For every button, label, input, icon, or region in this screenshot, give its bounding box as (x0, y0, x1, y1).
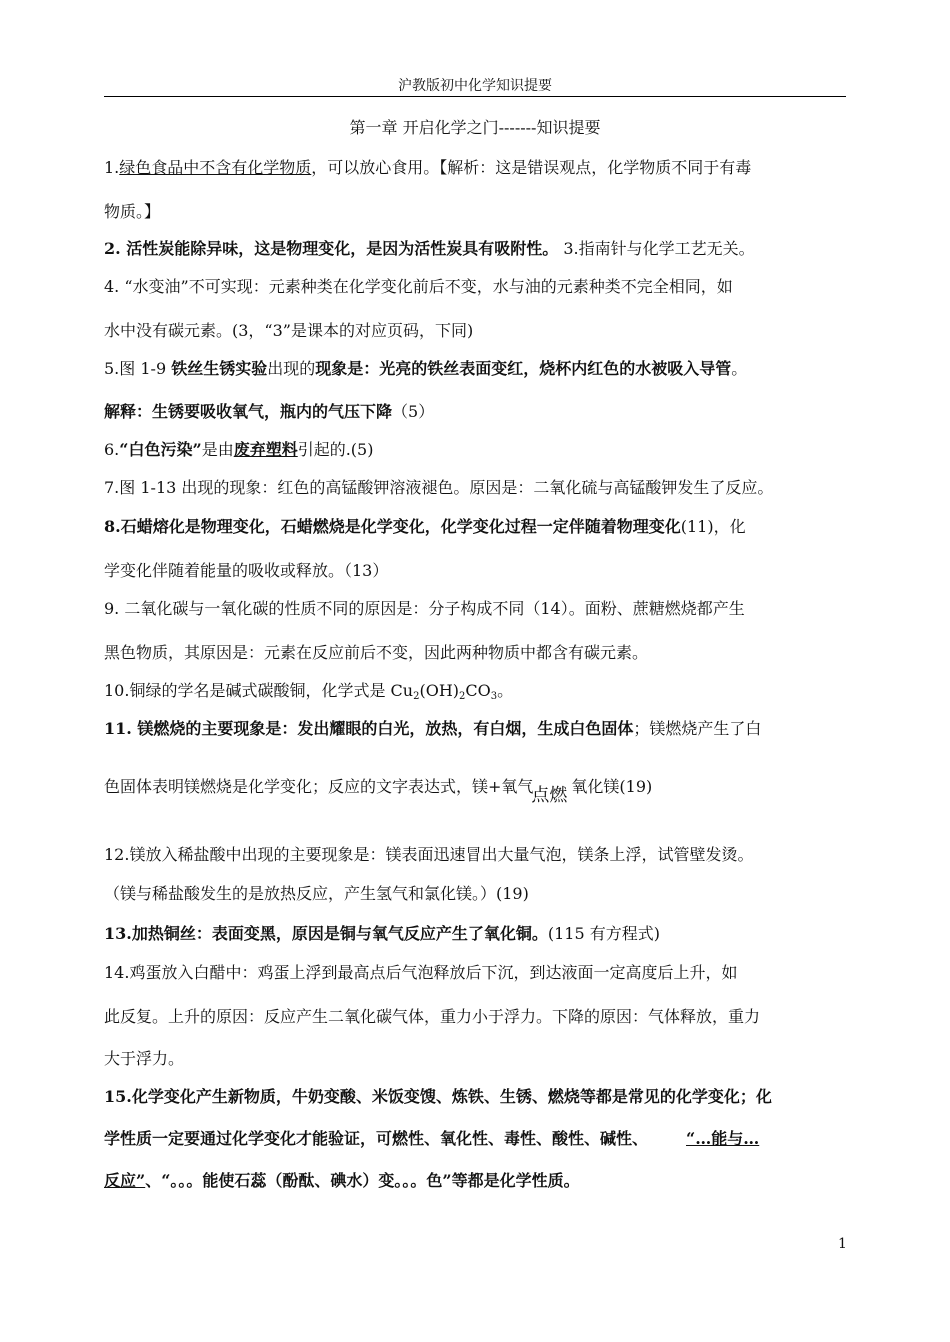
reaction-condition: 点燃 (531, 785, 568, 806)
item-12-line-2: （镁与稀盐酸发生的是放热反应，产生氢气和氯化镁。）(19) (104, 884, 529, 903)
item-4-line-1: 4. “水变油”不可实现：元素种类在化学变化前后不变，水与油的元素种类不完全相同，如 (104, 277, 733, 296)
item-9-line-2: 黑色物质，其原因是：元素在反应前后不变，因此两种物质中都含有碳元素。 (104, 643, 649, 662)
item-10-line-1: 10.铜绿的学名是碱式碳酸铜，化学式是 $Cu_2(OH)_2CO_3$。 (104, 681, 514, 702)
item-15-line-2: 学性质一定要通过化学变化才能验证，可燃性、氧化性、毒性、酸性、碱性、 “…能与… (104, 1129, 760, 1148)
item-1-line-1: 1.绿色食品中不含有化学物质，可以放心食用。【解析：这是错误观点，化学物质不同于有毒 (104, 158, 752, 177)
item-11-line-2: 色固体表明镁燃烧是化学变化；反应的文字表达式，镁+氧气点燃 氧化镁(19) (104, 777, 653, 806)
item-5-line-1: 5.图 1-9 铁丝生锈实验出现的现象是：光亮的铁丝表面变红，烧杯内红色的水被吸入导管。 (104, 359, 748, 378)
item-7-line-1: 7.图 1-13 出现的现象：红色的高锰酸钾溶液褪色。原因是：二氧化硫与高锰酸钾发生了反应。 (104, 478, 774, 497)
page-header: 沪教版初中化学知识提要 (104, 76, 846, 97)
item-6-line-1: 6.“白色污染”是由废弃塑料引起的.(5) (104, 440, 374, 459)
item-8-line-2: 学变化伴随着能量的吸收或释放。（13） (104, 561, 389, 580)
item-15-line-3: 反应”、“。。。能使石蕊（酚酞、碘水）变。。。色”等都是化学性质。 (104, 1171, 580, 1190)
item-8-line-1: 8.石蜡熔化是物理变化，石蜡燃烧是化学变化，化学变化过程一定伴随着物理变化(11)，化 (104, 517, 746, 536)
underlined-term: 废弃塑料 (233, 440, 298, 459)
item-1-line-2: 物质。】 (104, 202, 161, 221)
item-14-line-2: 此反复。上升的原因：反应产生二氧化碳气体，重力小于浮力。下降的原因：气体释放，重力 (104, 1007, 761, 1026)
underlined-phrase-end: 反应” (104, 1171, 146, 1190)
page-number: 1 (838, 1236, 847, 1252)
item-12-line-1: 12.镁放入稀盐酸中出现的主要现象是：镁表面迅速冒出大量气泡，镁条上浮，试管壁发烫。 (104, 845, 754, 864)
item-14-line-1: 14.鸡蛋放入白醋中：鸡蛋上浮到最高点后气泡释放后下沉，到达液面一定高度后上升，如 (104, 963, 738, 982)
item-11-line-1: 11. 镁燃烧的主要现象是：发出耀眼的白光，放热，有白烟，生成白色固体；镁燃烧产生了白 (104, 719, 762, 738)
underlined-claim: 绿色食品中不含有化学物质 (119, 158, 312, 177)
underlined-phrase: “…能与… (686, 1129, 760, 1148)
item-2-line-1: 2. 活性炭能除异味，这是物理变化，是因为活性炭具有吸附性。 3.指南针与化学工艺无关。 (104, 239, 755, 258)
item-15-line-1: 15.化学变化产生新物质，牛奶变酸、米饭变馊、炼铁、生锈、燃烧等都是常见的化学变化；化 (104, 1087, 772, 1106)
item-9-line-1: 9. 二氧化碳与一氧化碳的性质不同的原因是：分子构成不同（14）。面粉、蔗糖燃烧都产生 (104, 599, 745, 618)
item-4-line-2: 水中没有碳元素。(3，“3”是课本的对应页码，下同) (104, 321, 474, 340)
item-13-line-1: 13.加热铜丝：表面变黑，原因是铜与氧气反应产生了氧化铜。(115 有方程式) (104, 924, 660, 943)
chapter-title: 第一章 开启化学之门-------知识提要 (349, 118, 601, 137)
item-5-line-2: 解释：生锈要吸收氧气，瓶内的气压下降（5） (104, 402, 435, 421)
item-14-line-3: 大于浮力。 (104, 1049, 185, 1068)
